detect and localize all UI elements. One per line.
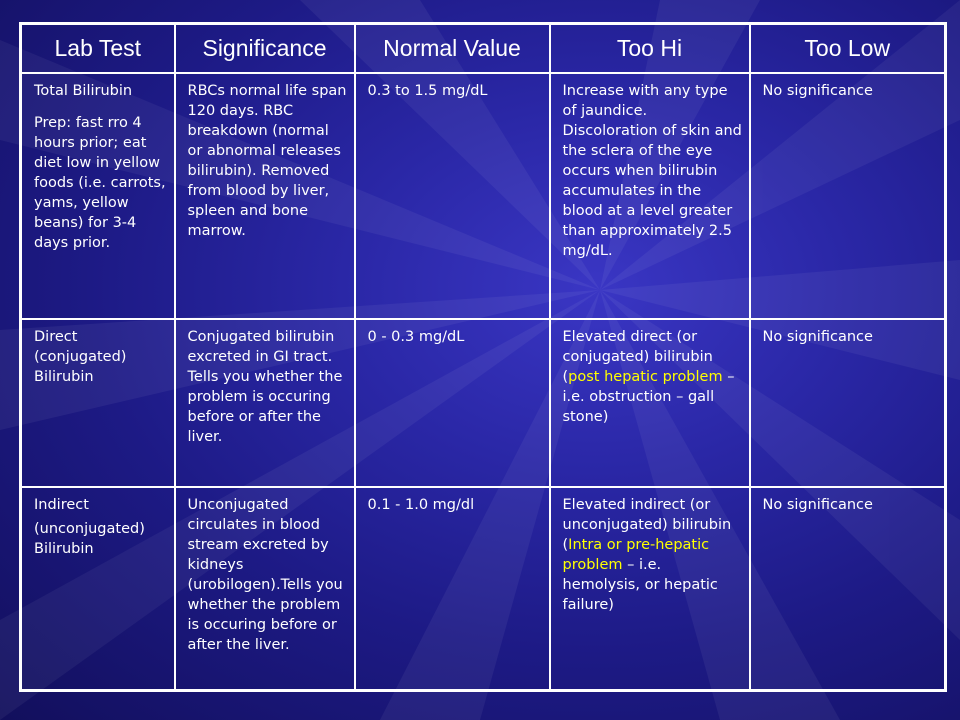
lab-test-name: Total Bilirubin <box>34 83 133 99</box>
too-hi-highlight: Intra or pre-hepatic problem <box>562 537 710 573</box>
too-low-cell: No significance <box>750 487 946 691</box>
too-hi-cell <box>550 487 750 691</box>
too-hi-text: Elevated direct (or conjugated) bilirubin ( <box>562 329 713 385</box>
too-hi-text-end: – i.e. obstruction – gall stone) <box>562 369 735 425</box>
lab-test-name: Indirect <box>34 497 89 513</box>
too-low-cell: No significance <box>750 73 946 319</box>
header-too-hi: Too Hi <box>550 24 750 74</box>
lab-values-table <box>19 22 947 692</box>
lab-test-prep-note: Prep: fast rro 4 hours prior; eat diet low in yellow foods (i.e. carrots, yams, yellow beans) for 3-4 days prior. <box>34 115 166 251</box>
table-row-indirect-bilirubin <box>21 487 946 691</box>
header-too-low: Too Low <box>750 24 946 74</box>
normal-value-cell: 0.3 to 1.5 mg/dL <box>355 73 550 319</box>
header-normal-value: Normal Value <box>355 24 550 74</box>
too-hi-text: Elevated indirect (or unconjugated) bilirubin ( <box>562 497 732 553</box>
too-hi-text-end: – i.e. hemolysis, or hepatic failure) <box>562 557 718 613</box>
normal-value-cell: 0 - 0.3 mg/dL <box>355 319 550 487</box>
lab-test-name-cont: (unconjugated) Bilirubin <box>34 521 145 557</box>
lab-test-cell <box>21 73 175 319</box>
too-hi-cell <box>550 319 750 487</box>
normal-value-cell: 0.1 - 1.0 mg/dl <box>355 487 550 691</box>
significance-cell: Unconjugated circulates in blood stream excreted by kidneys (urobilogen).Tells you whether the problem is occuring before or after the liver. <box>175 487 355 691</box>
header-row <box>21 24 946 74</box>
table-row-direct-bilirubin <box>21 319 946 487</box>
header-lab-test: Lab Test <box>21 24 175 74</box>
lab-test-cell <box>21 487 175 691</box>
significance-cell: Conjugated bilirubin excreted in GI tract. Tells you whether the problem is occuring before or after the liver. <box>175 319 355 487</box>
too-hi-cell: Increase with any type of jaundice. Discoloration of skin and the sclera of the eye occurs when bilirubin accumulates in the blood at a level greater than approximately 2.5 mg/dL. <box>550 73 750 319</box>
lab-test-cell: Direct (conjugated) Bilirubin <box>21 319 175 487</box>
too-low-cell: No significance <box>750 319 946 487</box>
too-hi-highlight: post hepatic problem <box>568 369 723 385</box>
significance-cell: RBCs normal life span 120 days. RBC breakdown (normal or abnormal releases bilirubin). Removed from blood by liver, spleen and bone marrow. <box>175 73 355 319</box>
header-significance: Significance <box>175 24 355 74</box>
table-row-total-bilirubin <box>21 73 946 319</box>
